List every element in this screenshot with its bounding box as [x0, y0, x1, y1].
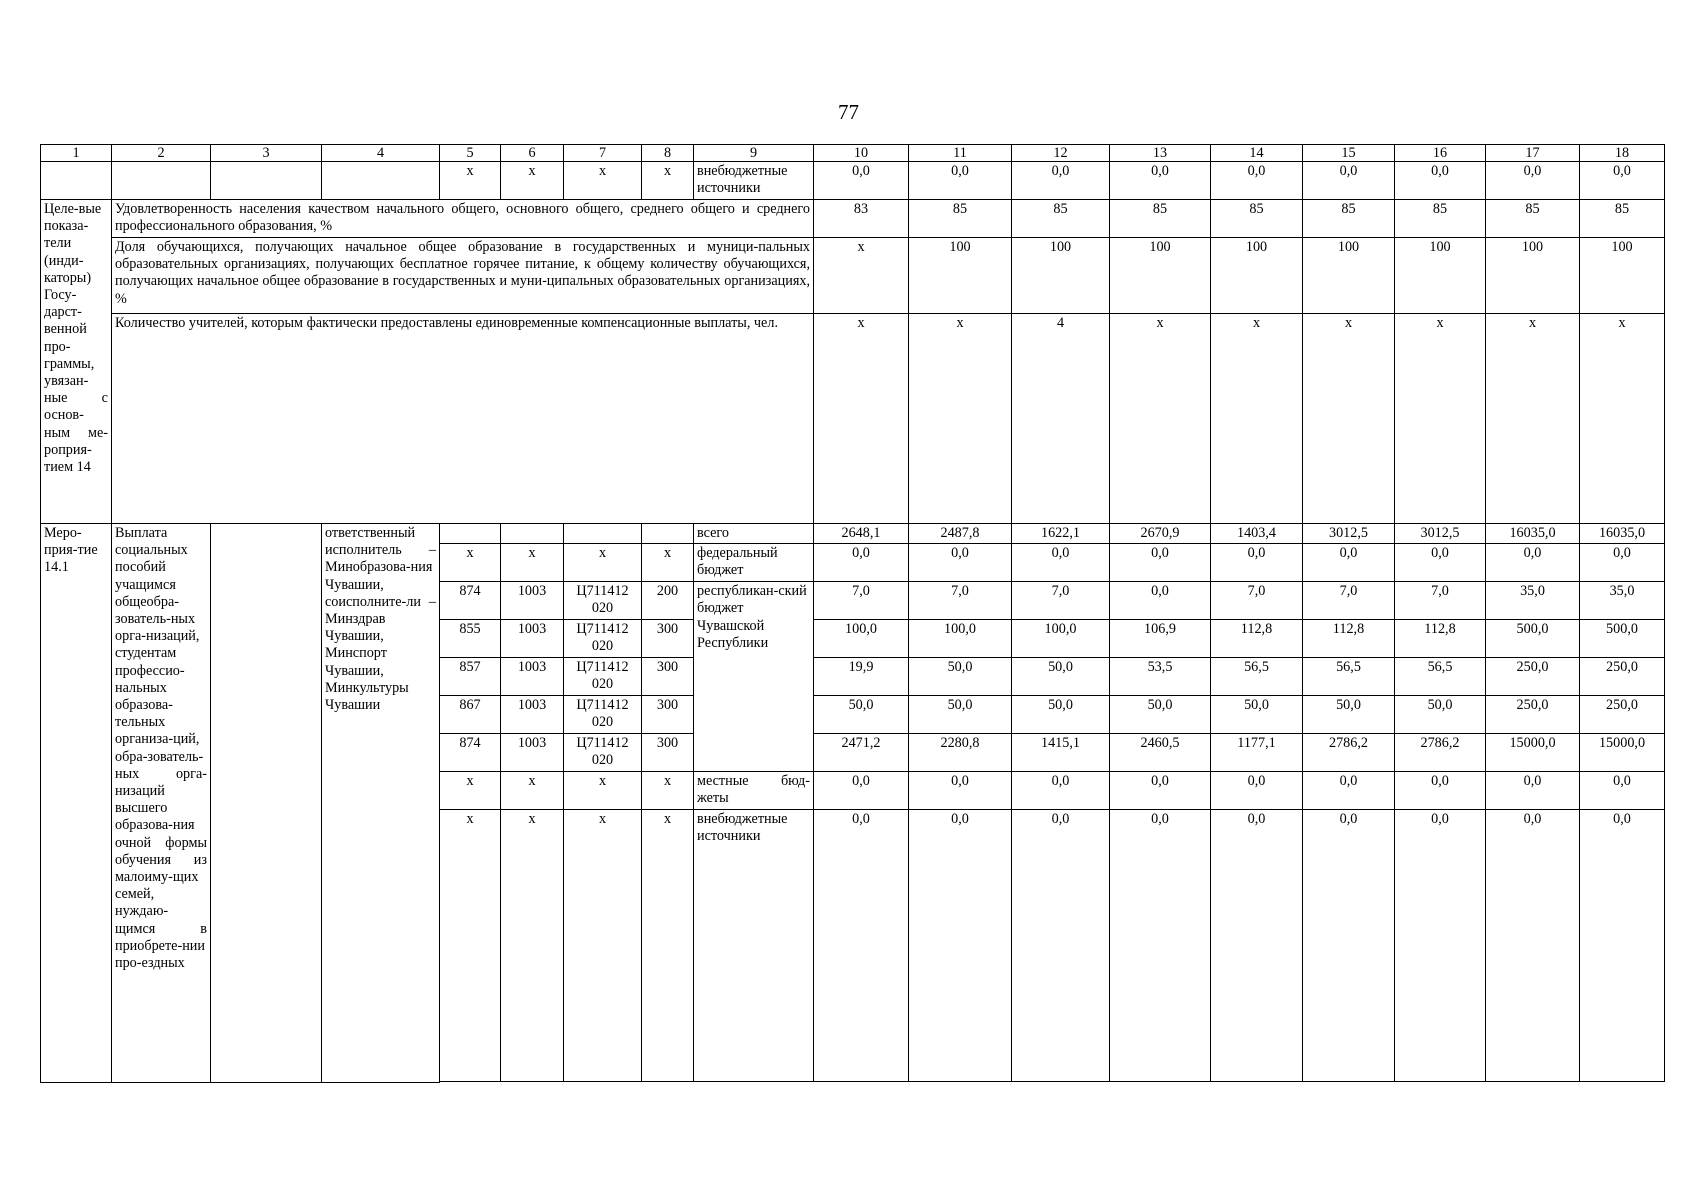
event-label: Меро-прия-тие 14.1 — [41, 524, 112, 1083]
cell-c6: х — [501, 162, 564, 200]
header-col-8: 8 — [642, 145, 694, 162]
value-col-16: 7,0 — [1395, 582, 1486, 620]
cell-c6: 1003 — [501, 582, 564, 620]
value-col-14: 7,0 — [1211, 582, 1303, 620]
cell-c7: х — [564, 810, 642, 1082]
header-col-18: 18 — [1580, 145, 1665, 162]
value-col-12: 0,0 — [1012, 162, 1110, 200]
indicator-text: Доля обучающихся, получающих начальное общее образование в государственных и муници-пальных образовательных организациях, получающих бесплатное горячее питание, к общему количеству обучающихся, получающих начальное общее образование в государственных и муни-ципальных образовательных организациях, % — [112, 238, 814, 314]
value-col-16: 0,0 — [1395, 162, 1486, 200]
header-col-14: 14 — [1211, 145, 1303, 162]
value-col-17: 0,0 — [1486, 544, 1580, 582]
value-col-11: 0,0 — [909, 810, 1012, 1082]
value-col-12: 1415,1 — [1012, 734, 1110, 772]
cell-source: внебюджетные источники — [694, 810, 814, 1082]
value-col-11: 2280,8 — [909, 734, 1012, 772]
cell-c5 — [440, 524, 501, 544]
value-col-10: 0,0 — [814, 772, 909, 810]
cell-c6 — [501, 524, 564, 544]
cell-c5: 874 — [440, 582, 501, 620]
cell-c8 — [642, 524, 694, 544]
cell-c7: Ц711412 020 — [564, 620, 642, 658]
value-col-14: 112,8 — [1211, 620, 1303, 658]
value-col-12: 100,0 — [1012, 620, 1110, 658]
header-row — [41, 145, 1665, 162]
value-col-18: 85 — [1580, 200, 1665, 238]
value-col-10: 100,0 — [814, 620, 909, 658]
header-col-12: 12 — [1012, 145, 1110, 162]
value-col-17: 0,0 — [1486, 772, 1580, 810]
header-col-6: 6 — [501, 145, 564, 162]
cell-c7 — [564, 524, 642, 544]
value-col-15: 50,0 — [1303, 696, 1395, 734]
value-col-11: 50,0 — [909, 658, 1012, 696]
event-executor: ответственный исполнитель – Минобразова-ния Чувашии, соисполните-ли – Минздрав Чувашии, Минспорт Чувашии, Минкультуры Чувашии — [322, 524, 440, 1083]
value-col-15: 85 — [1303, 200, 1395, 238]
value-col-13: 2670,9 — [1110, 524, 1211, 544]
value-col-16: 85 — [1395, 200, 1486, 238]
cell-source: местные бюд-жеты — [694, 772, 814, 810]
cell-c6: х — [501, 544, 564, 582]
value-col-18: 0,0 — [1580, 772, 1665, 810]
value-col-12: 85 — [1012, 200, 1110, 238]
event-c3 — [211, 524, 322, 1083]
value-col-10: 2471,2 — [814, 734, 909, 772]
value-col-13: х — [1110, 314, 1211, 524]
value-col-17: 15000,0 — [1486, 734, 1580, 772]
value-col-18: 16035,0 — [1580, 524, 1665, 544]
header-col-11: 11 — [909, 145, 1012, 162]
value-col-16: 112,8 — [1395, 620, 1486, 658]
cell-c7: Ц711412 020 — [564, 734, 642, 772]
cell-source: всего — [694, 524, 814, 544]
page-number: 77 — [838, 100, 859, 124]
indicator-row-2 — [41, 238, 1665, 314]
value-col-18: х — [1580, 314, 1665, 524]
header-col-13: 13 — [1110, 145, 1211, 162]
cell-c5: х — [440, 772, 501, 810]
value-col-11: 2487,8 — [909, 524, 1012, 544]
value-col-15: 2786,2 — [1303, 734, 1395, 772]
indicator-text: Удовлетворенность населения качеством начального общего, основного общего, среднего общего и среднего профессионального образования, % — [112, 200, 814, 238]
value-col-14: 56,5 — [1211, 658, 1303, 696]
value-col-17: 35,0 — [1486, 582, 1580, 620]
header-col-5: 5 — [440, 145, 501, 162]
value-col-13: 0,0 — [1110, 772, 1211, 810]
value-col-13: 50,0 — [1110, 696, 1211, 734]
value-col-13: 106,9 — [1110, 620, 1211, 658]
header-col-16: 16 — [1395, 145, 1486, 162]
value-col-14: 1177,1 — [1211, 734, 1303, 772]
value-col-10: 0,0 — [814, 810, 909, 1082]
value-col-17: 16035,0 — [1486, 524, 1580, 544]
header-col-1: 1 — [41, 145, 112, 162]
cell-c4 — [322, 162, 440, 200]
cell-c6: 1003 — [501, 734, 564, 772]
cell-c8: х — [642, 772, 694, 810]
value-col-15: 7,0 — [1303, 582, 1395, 620]
header-col-7: 7 — [564, 145, 642, 162]
value-col-18: 0,0 — [1580, 810, 1665, 1082]
cell-c5: 855 — [440, 620, 501, 658]
event-name: Выплата социальных пособий учащимся общеобра-зователь-ных орга-низаций, студентам профессио-нальных образова-тельных организа-ций, обра-зователь-ных орга-низаций высшего образова-ния очной формы обучения из малоиму-щих семей, нуждаю-щимся в приобрете-нии про-ездных — [112, 524, 211, 1083]
value-col-11: 85 — [909, 200, 1012, 238]
value-col-14: 100 — [1211, 238, 1303, 314]
value-col-11: х — [909, 314, 1012, 524]
value-col-18: 15000,0 — [1580, 734, 1665, 772]
value-col-16: 2786,2 — [1395, 734, 1486, 772]
cell-c5: 857 — [440, 658, 501, 696]
value-col-17: 500,0 — [1486, 620, 1580, 658]
value-col-17: 0,0 — [1486, 162, 1580, 200]
cell-c5: 874 — [440, 734, 501, 772]
cell-source: внебюджетные источники — [694, 162, 814, 200]
cell-c8: 300 — [642, 620, 694, 658]
value-col-12: 100 — [1012, 238, 1110, 314]
value-col-12: 50,0 — [1012, 696, 1110, 734]
value-col-13: 0,0 — [1110, 544, 1211, 582]
value-col-10: 19,9 — [814, 658, 909, 696]
cell-c8: х — [642, 544, 694, 582]
value-col-14: х — [1211, 314, 1303, 524]
value-col-13: 85 — [1110, 200, 1211, 238]
value-col-13: 53,5 — [1110, 658, 1211, 696]
indicator-row-1 — [41, 200, 1665, 238]
cell-c5: 867 — [440, 696, 501, 734]
value-col-15: 112,8 — [1303, 620, 1395, 658]
value-col-16: х — [1395, 314, 1486, 524]
cell-c5: х — [440, 544, 501, 582]
value-col-17: 85 — [1486, 200, 1580, 238]
value-col-12: 50,0 — [1012, 658, 1110, 696]
value-col-10: х — [814, 238, 909, 314]
filler — [440, 1082, 1665, 1083]
value-col-14: 50,0 — [1211, 696, 1303, 734]
value-col-16: 0,0 — [1395, 544, 1486, 582]
value-col-18: 250,0 — [1580, 696, 1665, 734]
value-col-18: 250,0 — [1580, 658, 1665, 696]
indicator-text: Количество учителей, которым фактически предоставлены единовременные компенсационные выплаты, чел. — [112, 314, 814, 524]
cell-c5: х — [440, 810, 501, 1082]
value-col-12: 0,0 — [1012, 544, 1110, 582]
value-col-18: 35,0 — [1580, 582, 1665, 620]
value-col-14: 0,0 — [1211, 810, 1303, 1082]
value-col-14: 0,0 — [1211, 544, 1303, 582]
header-col-2: 2 — [112, 145, 211, 162]
cell-c6: 1003 — [501, 658, 564, 696]
value-col-10: 2648,1 — [814, 524, 909, 544]
event-total-row — [41, 524, 1665, 544]
value-col-11: 100 — [909, 238, 1012, 314]
value-col-17: 250,0 — [1486, 696, 1580, 734]
cell-c8: 200 — [642, 582, 694, 620]
value-col-12: 0,0 — [1012, 810, 1110, 1082]
value-col-15: 0,0 — [1303, 810, 1395, 1082]
header-col-4: 4 — [322, 145, 440, 162]
extrabudget-row-top — [41, 162, 1665, 200]
cell-c8: х — [642, 810, 694, 1082]
cell-c7: Ц711412 020 — [564, 582, 642, 620]
value-col-16: 3012,5 — [1395, 524, 1486, 544]
cell-c6: х — [501, 810, 564, 1082]
cell-c8: 300 — [642, 696, 694, 734]
value-col-15: х — [1303, 314, 1395, 524]
cell-c3 — [211, 162, 322, 200]
value-col-13: 0,0 — [1110, 810, 1211, 1082]
header-col-17: 17 — [1486, 145, 1580, 162]
value-col-11: 50,0 — [909, 696, 1012, 734]
value-col-15: 56,5 — [1303, 658, 1395, 696]
value-col-17: 250,0 — [1486, 658, 1580, 696]
cell-c8: х — [642, 162, 694, 200]
cell-c2 — [112, 162, 211, 200]
value-col-15: 100 — [1303, 238, 1395, 314]
value-col-18: 500,0 — [1580, 620, 1665, 658]
value-col-14: 0,0 — [1211, 162, 1303, 200]
cell-c7: х — [564, 544, 642, 582]
cell-c6: 1003 — [501, 696, 564, 734]
value-col-17: 100 — [1486, 238, 1580, 314]
header-col-10: 10 — [814, 145, 909, 162]
program-table — [40, 144, 1665, 1083]
value-col-13: 2460,5 — [1110, 734, 1211, 772]
header-col-9: 9 — [694, 145, 814, 162]
value-col-16: 0,0 — [1395, 810, 1486, 1082]
value-col-15: 0,0 — [1303, 544, 1395, 582]
value-col-15: 0,0 — [1303, 162, 1395, 200]
value-col-14: 1403,4 — [1211, 524, 1303, 544]
value-col-12: 4 — [1012, 314, 1110, 524]
indicator-row-3 — [41, 314, 1665, 524]
value-col-13: 100 — [1110, 238, 1211, 314]
cell-c8: 300 — [642, 658, 694, 696]
value-col-11: 7,0 — [909, 582, 1012, 620]
value-col-16: 56,5 — [1395, 658, 1486, 696]
value-col-13: 0,0 — [1110, 582, 1211, 620]
value-col-12: 0,0 — [1012, 772, 1110, 810]
cell-c7: Ц711412 020 — [564, 658, 642, 696]
header-col-3: 3 — [211, 145, 322, 162]
value-col-11: 0,0 — [909, 544, 1012, 582]
cell-c7: х — [564, 772, 642, 810]
value-col-17: х — [1486, 314, 1580, 524]
value-col-18: 100 — [1580, 238, 1665, 314]
value-col-16: 50,0 — [1395, 696, 1486, 734]
republic-source: республикан-ский бюджет Чувашской Республики — [694, 582, 814, 772]
value-col-15: 3012,5 — [1303, 524, 1395, 544]
value-col-14: 85 — [1211, 200, 1303, 238]
value-col-13: 0,0 — [1110, 162, 1211, 200]
value-col-10: 50,0 — [814, 696, 909, 734]
value-col-10: 0,0 — [814, 544, 909, 582]
value-col-11: 0,0 — [909, 162, 1012, 200]
value-col-17: 0,0 — [1486, 810, 1580, 1082]
cell-source: федеральный бюджет — [694, 544, 814, 582]
value-col-10: 83 — [814, 200, 909, 238]
value-col-11: 0,0 — [909, 772, 1012, 810]
cell-c8: 300 — [642, 734, 694, 772]
value-col-11: 100,0 — [909, 620, 1012, 658]
cell-c6: 1003 — [501, 620, 564, 658]
header-col-15: 15 — [1303, 145, 1395, 162]
value-col-15: 0,0 — [1303, 772, 1395, 810]
value-col-10: х — [814, 314, 909, 524]
value-col-18: 0,0 — [1580, 162, 1665, 200]
indicators-label: Целе-вые показа-тели (инди-каторы) Госу-дарст-венной про-граммы, увязан-ные с основ-ным ме-роприя-тием 14 — [41, 200, 112, 524]
value-col-12: 1622,1 — [1012, 524, 1110, 544]
value-col-16: 0,0 — [1395, 772, 1486, 810]
value-col-18: 0,0 — [1580, 544, 1665, 582]
cell-c7: Ц711412 020 — [564, 696, 642, 734]
value-col-10: 0,0 — [814, 162, 909, 200]
cell-c6: х — [501, 772, 564, 810]
value-col-16: 100 — [1395, 238, 1486, 314]
value-col-10: 7,0 — [814, 582, 909, 620]
value-col-12: 7,0 — [1012, 582, 1110, 620]
value-col-14: 0,0 — [1211, 772, 1303, 810]
cell-c5: х — [440, 162, 501, 200]
cell-c1 — [41, 162, 112, 200]
cell-c7: х — [564, 162, 642, 200]
